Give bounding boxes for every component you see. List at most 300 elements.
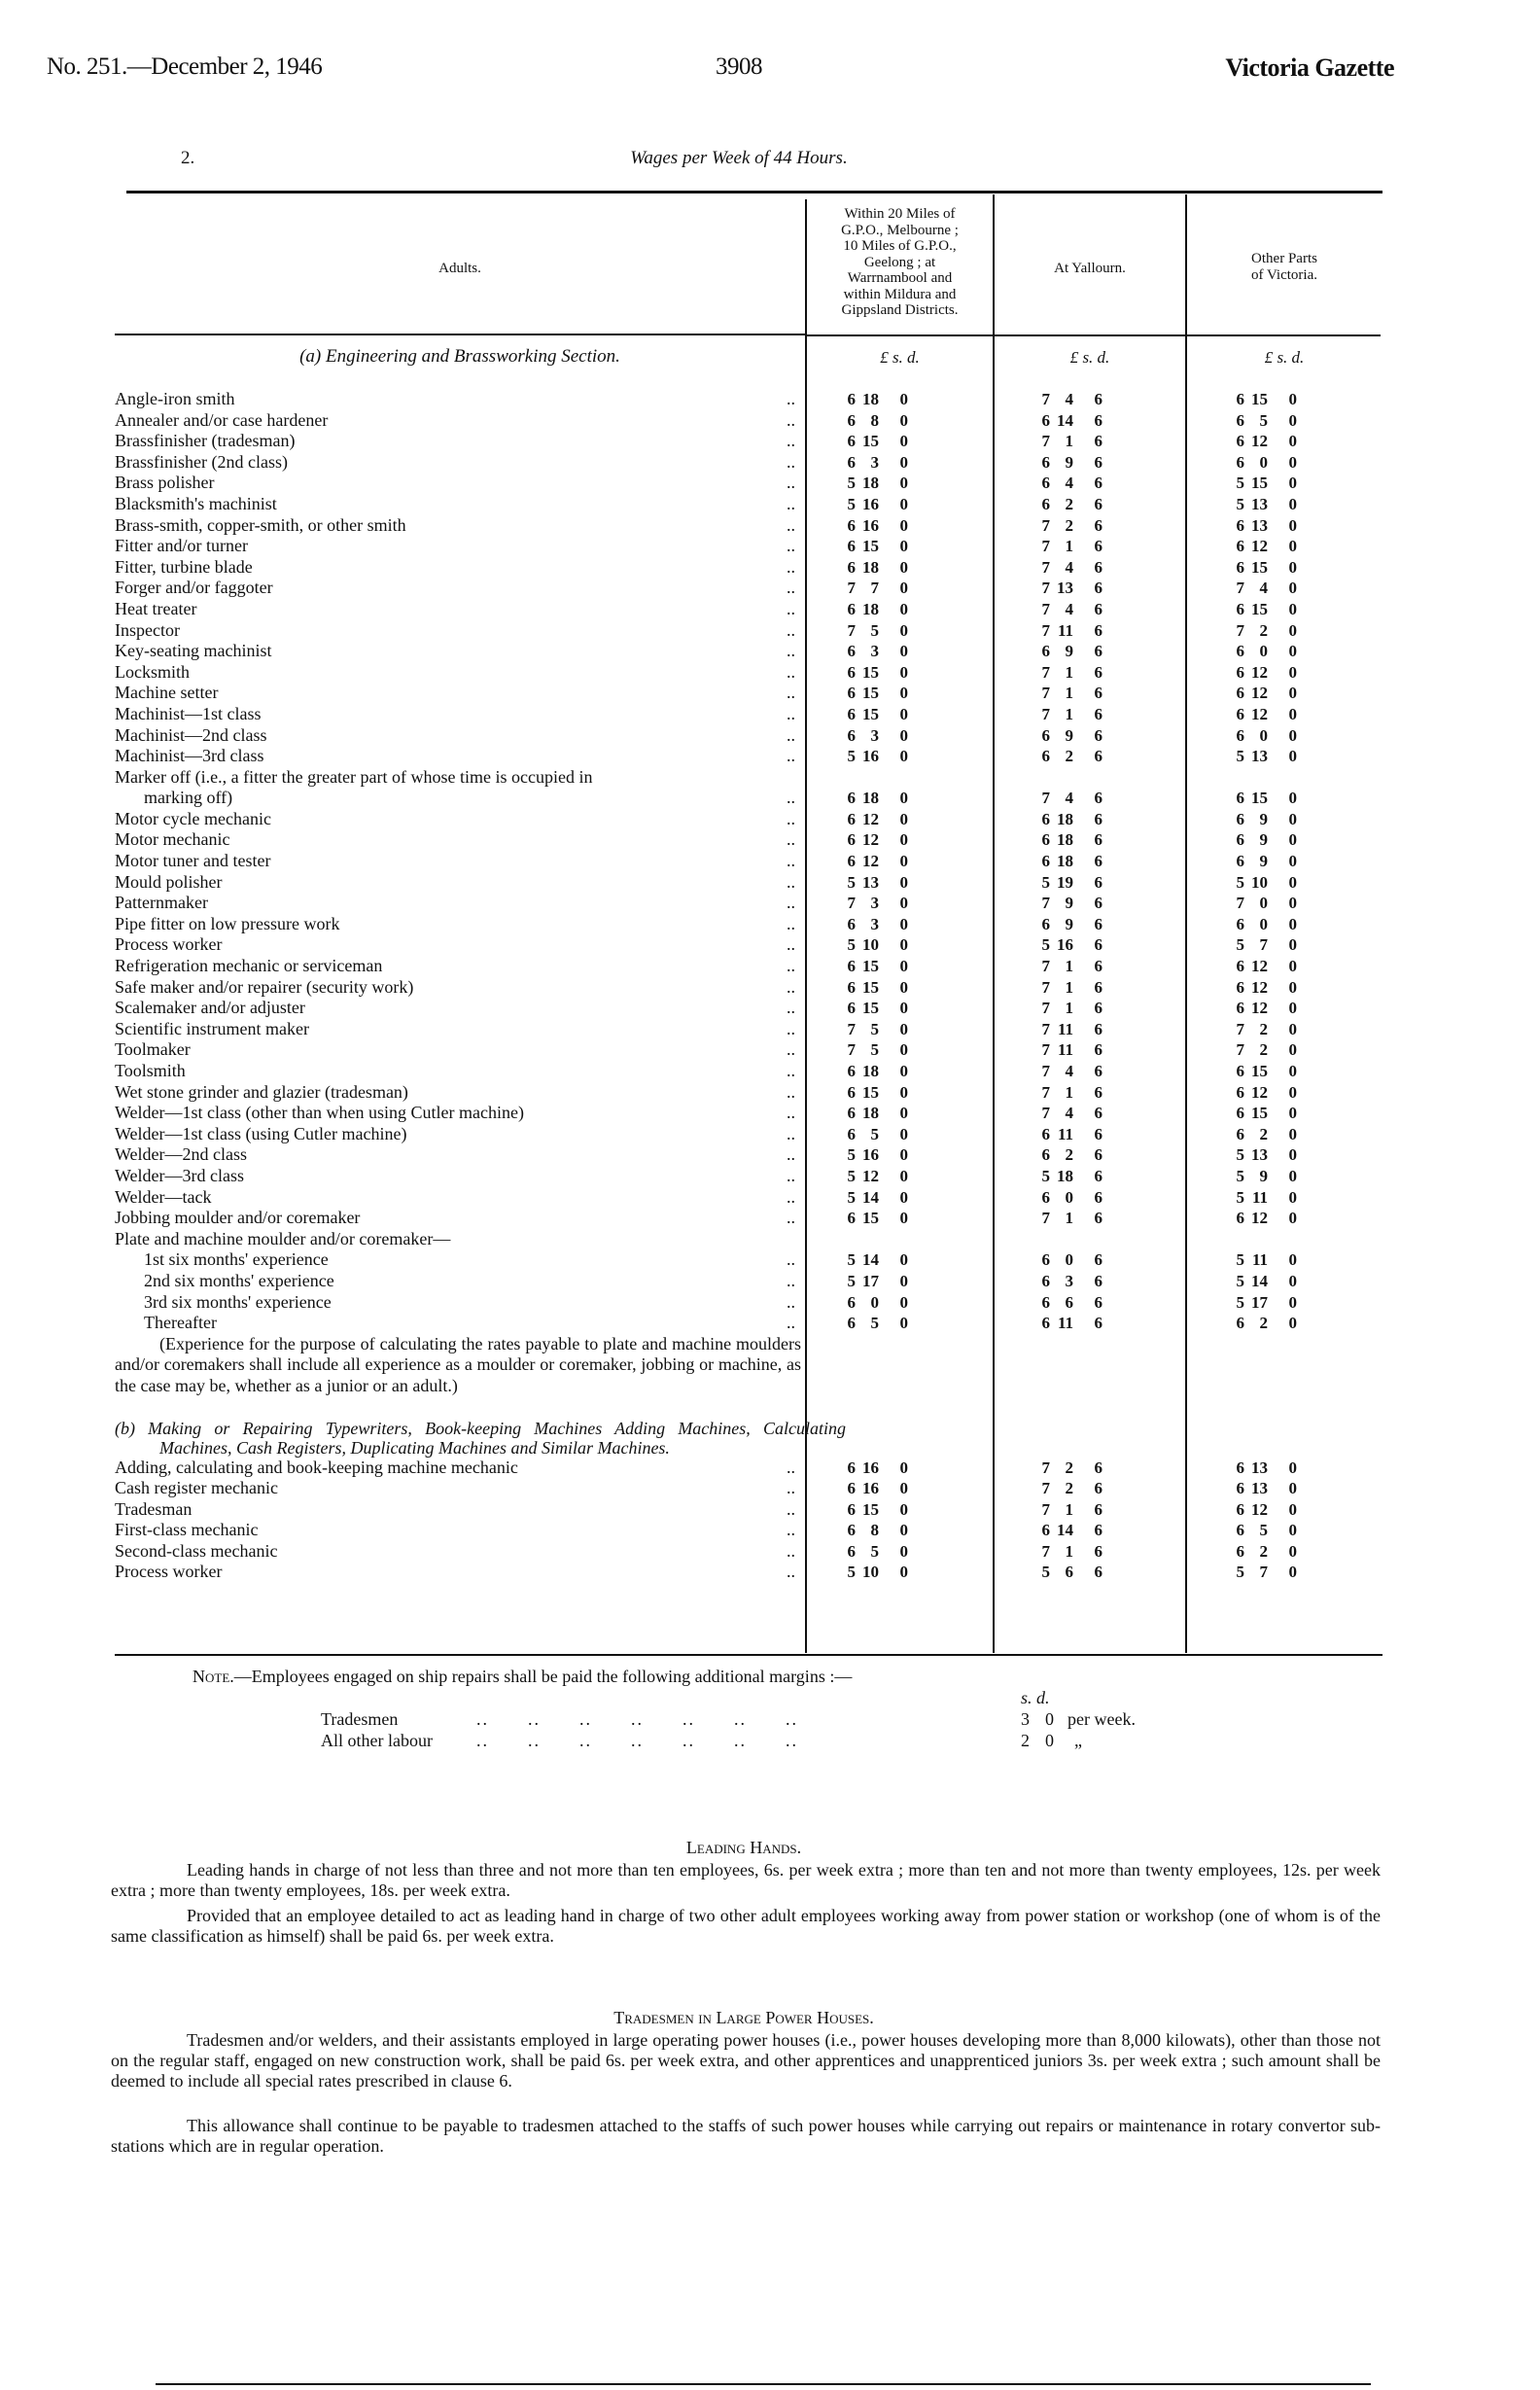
pence: 0 [899,1062,908,1080]
shillings: 12 [1251,684,1268,703]
rate-yallourn [1036,1249,1102,1271]
pounds: 6 [1236,452,1244,472]
shillings: 18 [1057,1166,1073,1185]
leader-dots: .. [787,514,795,535]
pounds: 6 [1236,1541,1244,1561]
leader-dots: .. [787,851,795,871]
shillings: 11 [1057,1314,1073,1333]
leader-dots: .. [787,1039,795,1060]
leader-dots: .. [787,1540,795,1561]
pounds: 7 [1041,684,1050,703]
row-label: Angle-iron smith [115,389,235,408]
pence: 0 [899,830,908,850]
shillings: 9 [1065,725,1073,745]
pence: 0 [1288,390,1297,408]
row-label: 3rd six months' experience [144,1291,332,1312]
shillings: 3 [870,725,879,745]
shillings: 7 [870,579,879,598]
table-row [115,977,1381,999]
pounds: 6 [1236,642,1244,661]
pence: 6 [1094,935,1102,955]
header-rule-adults [115,334,805,335]
leader-dots: .. [787,619,795,640]
leader-dots: .. [787,976,795,997]
table-row [115,893,1381,914]
leader-dots: .. [787,683,795,703]
pence: 0 [1288,1019,1297,1038]
pounds: 7 [1041,1458,1050,1477]
pence: 0 [1288,474,1297,493]
pence: 0 [899,809,908,828]
note-row-shillings: 3 [1021,1709,1030,1729]
pounds: 6 [1041,642,1050,661]
rate-metro [842,1541,908,1563]
pence: 6 [1094,747,1102,766]
pounds: 6 [847,914,856,933]
table-row [115,641,1381,662]
pounds: 6 [1236,1062,1244,1080]
shillings: 16 [862,1479,879,1498]
shillings: 14 [1251,1271,1268,1290]
pounds: 6 [1236,809,1244,828]
leader-dots: .. [787,1478,795,1498]
shillings: 15 [1251,599,1268,618]
rate-metro [842,851,908,872]
rate-other [1231,1271,1297,1292]
pence: 0 [899,789,908,808]
pounds: 7 [1041,662,1050,682]
shillings: 11 [1057,1124,1073,1143]
rate-metro [842,599,908,620]
pence: 0 [1288,1082,1297,1102]
row-label: First-class mechanic [115,1520,259,1540]
pence: 6 [1094,557,1102,577]
pence: 6 [1094,1040,1102,1060]
shillings: 9 [1259,1166,1268,1185]
publication-title: Victoria Gazette [1225,53,1394,82]
shillings: 12 [1251,957,1268,976]
pounds: 6 [847,1314,856,1333]
pounds: 5 [1236,747,1244,766]
pounds: 6 [1041,1271,1050,1290]
rate-other [1231,956,1297,977]
pounds: 6 [1236,599,1244,618]
pounds: 5 [847,935,856,955]
rate-other [1231,1061,1297,1082]
row-label: Brass polisher [115,473,215,493]
note-row-label: All other labour [321,1731,433,1750]
pence: 0 [1288,977,1297,997]
pounds: 5 [1236,1563,1244,1582]
shillings: 1 [1065,999,1073,1018]
rate-yallourn [1036,683,1102,704]
shillings: 1 [1065,1499,1073,1519]
rate-other [1231,1208,1297,1229]
pence: 6 [1094,515,1102,535]
pounds: 6 [847,977,856,997]
row-label: Welder—1st class (other than when using Cutler machine) [115,1103,524,1123]
shillings: 18 [1057,852,1073,871]
pence: 0 [1288,957,1297,976]
rate-yallourn [1036,1478,1102,1499]
leader-dots: .. [787,536,795,556]
pence: 0 [1288,1145,1297,1165]
pounds: 5 [847,1271,856,1290]
shillings: 14 [1057,1521,1073,1540]
table-row [115,578,1381,599]
pounds: 6 [1236,957,1244,976]
rate-other [1231,410,1297,432]
rate-yallourn [1036,977,1102,999]
row-label: Machinist—3rd class [115,746,264,766]
rate-other [1231,1458,1297,1479]
rate-other [1231,1166,1297,1187]
rate-yallourn [1036,934,1102,956]
shillings: 0 [1259,914,1268,933]
shillings: 4 [1259,579,1268,598]
shillings: 13 [862,872,879,892]
pence: 0 [899,747,908,766]
pounds: 7 [1041,957,1050,976]
rate-other [1231,1292,1297,1314]
row-label: Brass-smith, copper-smith, or other smith [115,514,406,535]
shillings: 15 [862,1082,879,1102]
pounds: 6 [1041,914,1050,933]
rate-other [1231,641,1297,662]
table-row [115,410,1381,432]
rate-yallourn [1036,872,1102,894]
pounds: 6 [1041,1292,1050,1312]
pence: 0 [1288,642,1297,661]
pence: 0 [1288,1292,1297,1312]
leader-dots: .. [787,1208,795,1228]
rate-metro [842,1019,908,1040]
leader-dots: .. [787,1457,795,1477]
pounds: 6 [847,1062,856,1080]
leader-dots: .. [787,724,795,745]
rate-metro [842,1208,908,1229]
pence: 6 [1094,1082,1102,1102]
shillings: 13 [1251,494,1268,513]
shillings: 2 [1259,620,1268,640]
shillings: 5 [870,1541,879,1561]
pence: 0 [1288,432,1297,451]
pounds: 7 [1041,894,1050,913]
table-row [115,1313,1381,1334]
table-row [115,1187,1381,1209]
shillings: 13 [1251,1145,1268,1165]
issue-number-date: No. 251.—December 2, 1946 [47,53,323,80]
rate-metro [842,683,908,704]
leader-dots: .. [787,1123,795,1143]
pounds: 5 [847,1166,856,1185]
pounds: 6 [1236,977,1244,997]
pounds: 6 [1041,452,1050,472]
shillings: 18 [862,390,879,408]
pence: 0 [1288,684,1297,703]
pence: 0 [1288,599,1297,618]
pence: 0 [899,642,908,661]
row-label: 2nd six months' experience [144,1270,334,1290]
rate-metro [842,578,908,599]
row-label: Toolsmith [115,1061,186,1080]
rate-yallourn [1036,452,1102,474]
row-label: Motor mechanic [115,829,230,850]
header-line: Gippsland Districts. [841,302,959,318]
leader-dots: .. [787,493,795,513]
table-row [115,683,1381,704]
shillings: 11 [1057,620,1073,640]
shillings: 12 [1251,1209,1268,1228]
pounds: 6 [1041,474,1050,493]
rate-yallourn [1036,1103,1102,1124]
table-row [115,1271,1381,1292]
shillings: 2 [1065,1479,1073,1498]
row-label: Mould polisher [115,871,223,892]
pence: 6 [1094,410,1102,430]
pounds: 6 [847,1209,856,1228]
rate-other [1231,1313,1297,1334]
pounds: 5 [1236,1166,1244,1185]
note-row-pence: 0 [1045,1731,1054,1750]
shillings: 8 [870,1521,879,1540]
leader-dots: .. [787,1498,795,1519]
shillings: 14 [862,1187,879,1207]
shillings: 15 [862,977,879,997]
rate-metro [842,1061,908,1082]
pounds: 7 [847,1040,856,1060]
rate-other [1231,620,1297,642]
row-label: Pipe fitter on low pressure work [115,913,340,933]
pounds: 6 [1236,557,1244,577]
table-row [115,1562,1381,1583]
pounds: 6 [1041,852,1050,871]
rate-metro [842,829,908,851]
leader-dots: .. [787,1103,795,1123]
rate-other [1231,536,1297,557]
note-units: s. d. [1021,1688,1050,1707]
pounds: 6 [1236,684,1244,703]
rate-other [1231,1478,1297,1499]
rate-yallourn [1036,1520,1102,1541]
pounds: 6 [1236,830,1244,850]
pounds: 6 [847,830,856,850]
pence: 0 [899,1250,908,1270]
pence: 0 [1288,1499,1297,1519]
pounds: 5 [1041,935,1050,955]
shillings: 3 [870,894,879,913]
pence: 0 [1288,1314,1297,1333]
pence: 6 [1094,1499,1102,1519]
shillings: 2 [1259,1314,1268,1333]
shillings: 15 [862,1499,879,1519]
rate-other [1231,1082,1297,1104]
pence: 0 [899,620,908,640]
pence: 0 [899,1479,908,1498]
table-row [115,829,1381,851]
unit-header-metro: £ s. d. [880,348,920,367]
leader-dots: .. [787,389,795,408]
shillings: 11 [1251,1250,1268,1270]
table-row [115,1124,1381,1145]
pence: 0 [899,1458,908,1477]
shillings: 9 [1259,809,1268,828]
pence: 6 [1094,1187,1102,1207]
shillings: 13 [1251,515,1268,535]
pence: 0 [899,725,908,745]
shillings: 18 [862,1104,879,1123]
rate-yallourn [1036,1541,1102,1563]
row-label: Wet stone grinder and glazier (tradesman) [115,1081,408,1102]
row-label: 1st six months' experience [144,1249,329,1270]
rate-metro [842,1103,908,1124]
pence: 0 [1288,789,1297,808]
shillings: 18 [862,474,879,493]
rate-yallourn [1036,788,1102,809]
row-label: Forger and/or faggoter [115,578,273,598]
pence: 0 [899,1314,908,1333]
pence: 0 [899,872,908,892]
shillings: 10 [862,935,879,955]
pounds: 6 [847,432,856,451]
shillings: 5 [1259,410,1268,430]
shillings: 0 [870,1292,879,1312]
pounds: 6 [847,1499,856,1519]
section-a-heading: (a) Engineering and Brassworking Section. [299,346,620,367]
note-text: —Employees engaged on ship repairs shall be paid the following additional margins :— [233,1667,853,1686]
pence: 6 [1094,830,1102,850]
row-label: Motor cycle mechanic [115,808,271,828]
rate-other [1231,1562,1297,1583]
pence: 0 [1288,1104,1297,1123]
pence: 0 [1288,725,1297,745]
rate-metro [842,494,908,515]
shillings: 15 [1251,789,1268,808]
pounds: 6 [847,1479,856,1498]
shillings: 2 [1065,747,1073,766]
rate-metro [842,1478,908,1499]
shillings: 12 [1251,977,1268,997]
shillings: 0 [1259,642,1268,661]
pounds: 6 [1236,1479,1244,1498]
row-label: Annealer and/or case hardener [115,409,329,430]
pence: 0 [899,894,908,913]
pence: 0 [899,1124,908,1143]
pounds: 7 [1041,620,1050,640]
pounds: 6 [1041,809,1050,828]
pounds: 6 [847,725,856,745]
row-label: Heat treater [115,598,197,618]
pence: 6 [1094,1062,1102,1080]
table-row [115,1478,1381,1499]
shillings: 12 [862,852,879,871]
table-row [115,1039,1381,1061]
pounds: 6 [1236,390,1244,408]
shillings: 15 [1251,1104,1268,1123]
shillings: 5 [870,1314,879,1333]
table-row [115,851,1381,872]
shillings: 6 [1065,1563,1073,1582]
pounds: 6 [1236,789,1244,808]
shillings: 9 [1065,452,1073,472]
rate-other [1231,1187,1297,1209]
pounds: 6 [1236,999,1244,1018]
shillings: 17 [1251,1292,1268,1312]
table-bottom-rule [115,1654,1382,1656]
section-b-heading: (b) Making or Repairing Typewriters, Book-keeping Machines Adding Machines, Calculating Machines, Cash Registers, Duplicating Machines and Similar Machines. [115,1418,846,1458]
pounds: 6 [1236,537,1244,556]
shillings: 12 [862,1166,879,1185]
leader-dots: .. [787,1249,795,1270]
rate-metro [842,641,908,662]
leading-hands-paragraph-1: Leading hands in charge of not less than three and not more than ten employees, 6s. per week extra ; more than ten and not more than twenty employees, 12s. per week extra ; more than twenty employees, 18s. per week extra. [111,1860,1381,1900]
table-row [115,494,1381,515]
table-row [115,620,1381,642]
pence: 6 [1094,1166,1102,1185]
pence: 0 [1288,1040,1297,1060]
rate-yallourn [1036,557,1102,579]
rate-yallourn [1036,1271,1102,1292]
leader-dots: .. [787,746,795,766]
shillings: 18 [862,1062,879,1080]
pence: 0 [1288,410,1297,430]
pence: 0 [1288,1250,1297,1270]
shillings: 15 [1251,474,1268,493]
pounds: 6 [847,1541,856,1561]
table-top-rule [126,191,1382,193]
rate-yallourn [1036,746,1102,767]
rate-yallourn [1036,662,1102,684]
rate-yallourn [1036,599,1102,620]
pounds: 6 [847,1458,856,1477]
header-line: of Victoria. [1251,266,1317,283]
pence: 0 [1288,494,1297,513]
rate-metro [842,1187,908,1209]
pounds: 6 [847,1124,856,1143]
table-row [115,767,1381,789]
pence: 6 [1094,620,1102,640]
rate-metro [842,725,908,747]
shillings: 10 [1251,872,1268,892]
leader-dots: .. [787,1018,795,1038]
pence: 0 [899,1209,908,1228]
leader-dots: .. [787,893,795,913]
row-label: Fitter and/or turner [115,536,248,556]
pence: 0 [1288,537,1297,556]
pence: 0 [1288,662,1297,682]
pounds: 6 [847,642,856,661]
pence: 6 [1094,579,1102,598]
shillings: 1 [1065,977,1073,997]
rate-yallourn [1036,515,1102,537]
rate-other [1231,1039,1297,1061]
rate-other [1231,1499,1297,1521]
pounds: 7 [1041,1479,1050,1498]
rate-metro [842,452,908,474]
pence: 6 [1094,725,1102,745]
rate-yallourn [1036,851,1102,872]
pounds: 6 [1236,852,1244,871]
pence: 6 [1094,1479,1102,1498]
pounds: 7 [847,579,856,598]
pence: 6 [1094,432,1102,451]
pence: 0 [1288,1541,1297,1561]
shillings: 5 [870,1124,879,1143]
rate-yallourn [1036,1124,1102,1145]
row-label: Locksmith [115,661,190,682]
pence: 6 [1094,1521,1102,1540]
pounds: 7 [1236,894,1244,913]
